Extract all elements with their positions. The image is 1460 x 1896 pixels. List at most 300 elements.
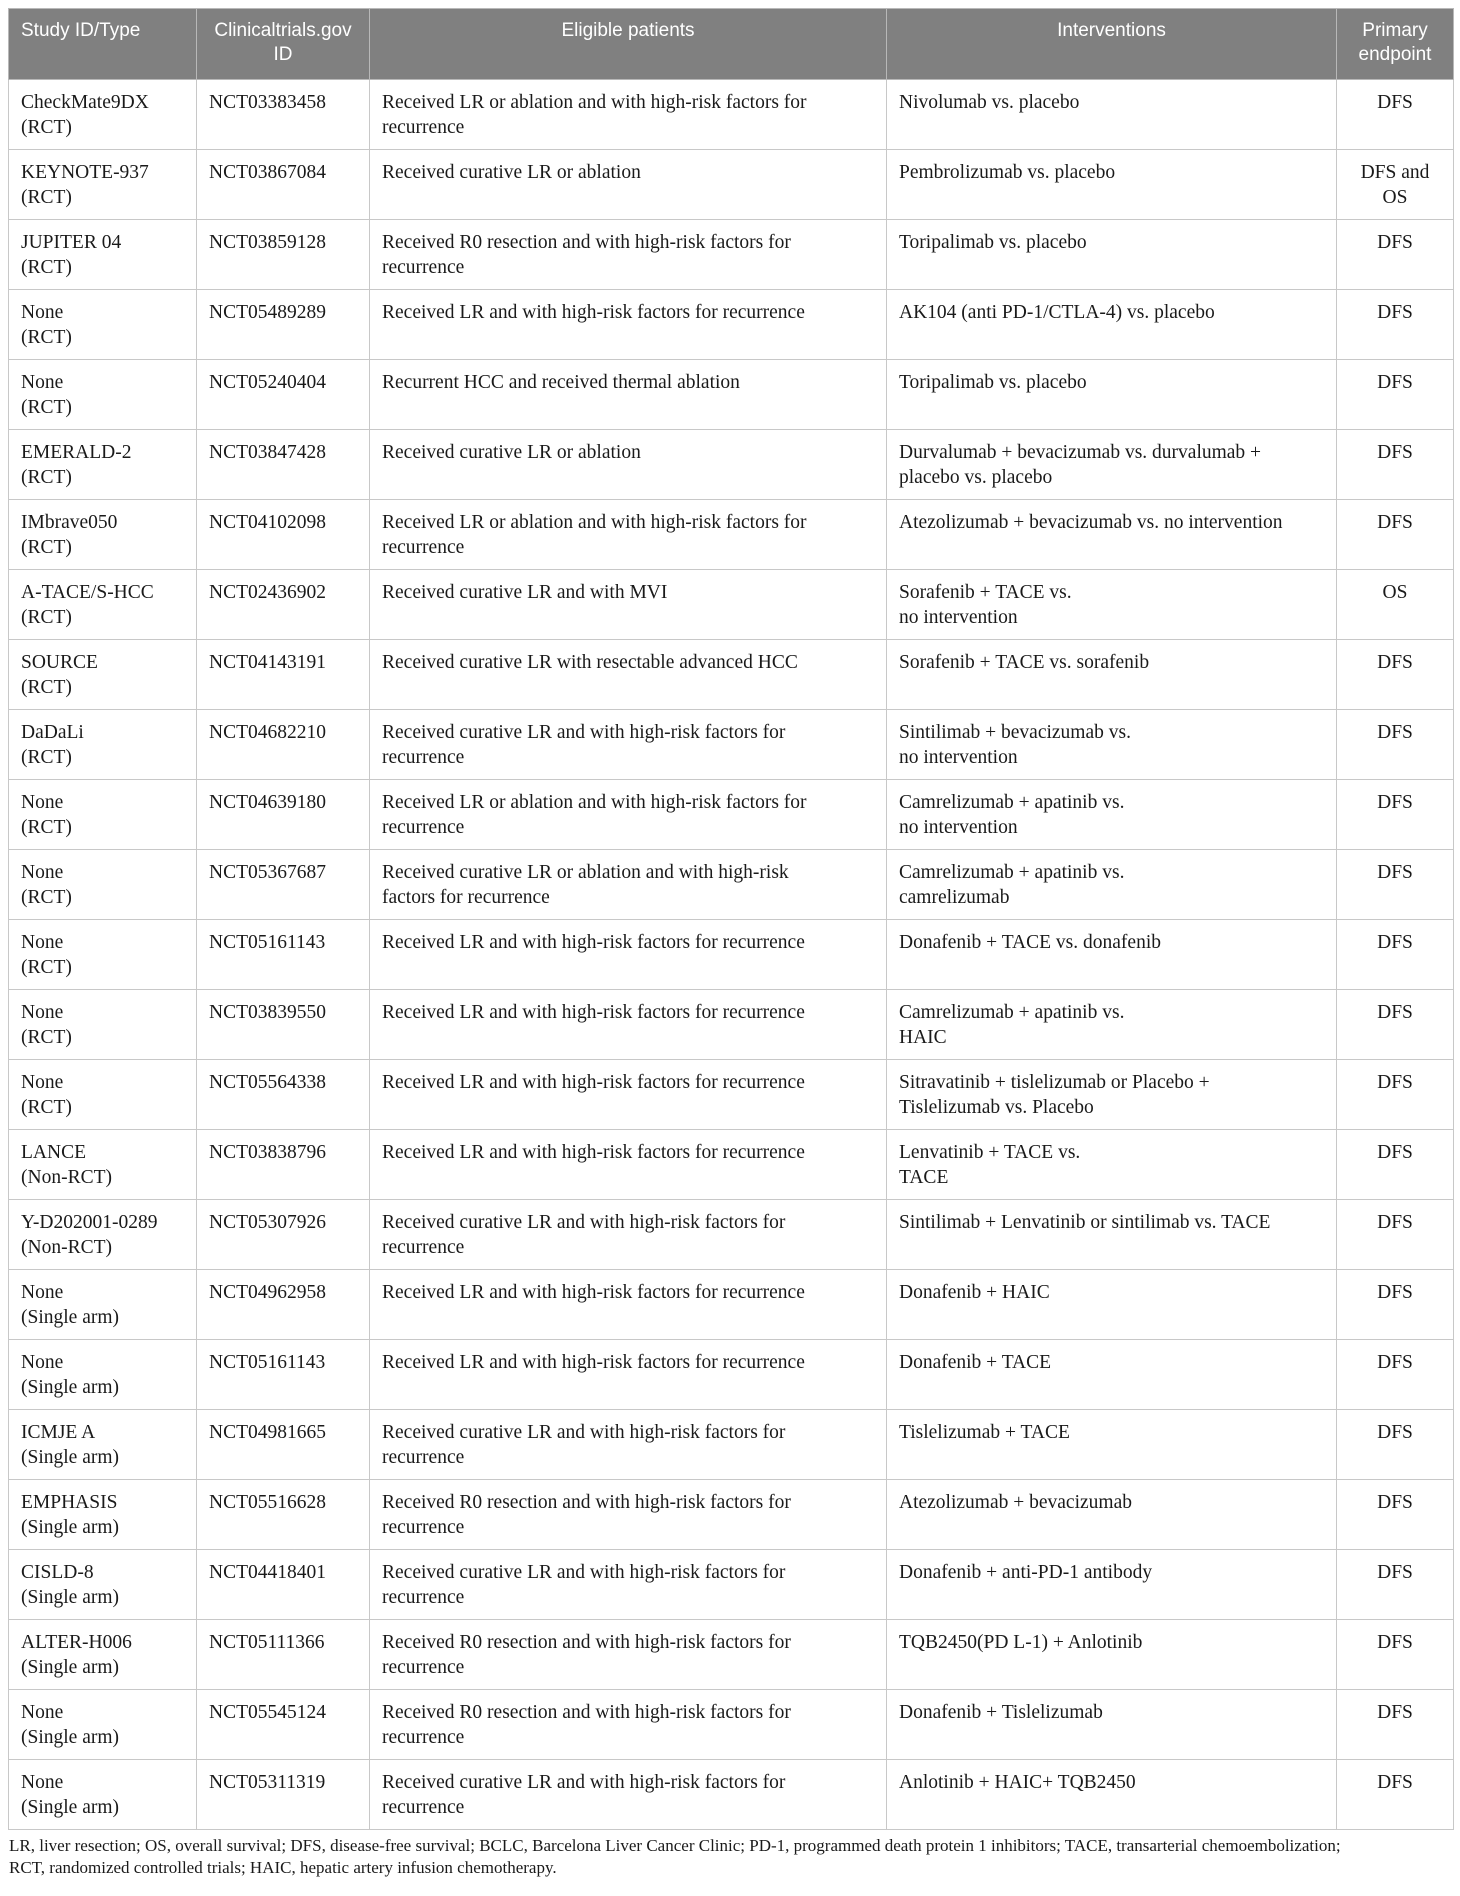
cell-eligible-patients-line: Received curative LR and with MVI <box>382 582 668 603</box>
cell-nct-id <box>197 1690 370 1760</box>
cell-primary-endpoint <box>1337 80 1454 150</box>
cell-primary-endpoint <box>1337 1340 1454 1410</box>
cell-interventions-line: no intervention <box>899 817 1018 838</box>
header-study-id-type <box>9 9 197 80</box>
cell-nct-id <box>197 710 370 780</box>
table-row <box>9 780 1454 850</box>
cell-interventions <box>887 640 1337 710</box>
cell-nct-id <box>197 990 370 1060</box>
cell-interventions-line: placebo vs. placebo <box>899 467 1053 488</box>
cell-primary-endpoint-line: DFS <box>1377 232 1413 253</box>
cell-primary-endpoint <box>1337 1130 1454 1200</box>
table-row <box>9 500 1454 570</box>
cell-eligible-patients-line: recurrence <box>382 1237 465 1258</box>
cell-primary-endpoint <box>1337 220 1454 290</box>
header-interventions-text: Interventions <box>1057 20 1166 41</box>
cell-interventions-line: TACE <box>899 1167 949 1188</box>
cell-study-id-type <box>9 220 197 290</box>
cell-study-id-type-line: None <box>21 862 64 883</box>
cell-primary-endpoint-line: DFS <box>1377 512 1413 533</box>
cell-nct-id-text: NCT05161143 <box>209 932 326 953</box>
cell-primary-endpoint-line: DFS <box>1377 1072 1413 1093</box>
cell-interventions-line: Donafenib + TACE <box>899 1352 1052 1373</box>
cell-interventions-line: Tislelizumab + TACE <box>899 1422 1070 1443</box>
cell-nct-id-text: NCT03867084 <box>209 162 326 183</box>
cell-primary-endpoint <box>1337 1550 1454 1620</box>
cell-study-id-type <box>9 500 197 570</box>
cell-study-id-type <box>9 1200 197 1270</box>
cell-interventions-line: Nivolumab vs. placebo <box>899 92 1080 113</box>
cell-primary-endpoint-line: DFS <box>1377 1772 1413 1793</box>
cell-study-id-type-line: (RCT) <box>21 1097 72 1118</box>
cell-interventions <box>887 780 1337 850</box>
cell-eligible-patients <box>370 1550 887 1620</box>
cell-nct-id <box>197 570 370 640</box>
table-row <box>9 1760 1454 1830</box>
cell-interventions <box>887 1760 1337 1830</box>
cell-study-id-type <box>9 570 197 640</box>
cell-eligible-patients <box>370 1130 887 1200</box>
cell-eligible-patients-line: Received curative LR or ablation and with high-risk <box>382 862 789 883</box>
cell-primary-endpoint <box>1337 1060 1454 1130</box>
cell-study-id-type <box>9 80 197 150</box>
cell-nct-id <box>197 220 370 290</box>
cell-nct-id <box>197 1480 370 1550</box>
cell-study-id-type <box>9 1620 197 1690</box>
table-row <box>9 360 1454 430</box>
cell-eligible-patients <box>370 80 887 150</box>
cell-study-id-type-line: A-TACE/S-HCC <box>21 582 154 603</box>
cell-nct-id-text: NCT05161143 <box>209 1352 326 1373</box>
cell-interventions <box>887 1550 1337 1620</box>
cell-primary-endpoint-line: DFS <box>1377 1142 1413 1163</box>
cell-nct-id <box>197 360 370 430</box>
cell-nct-id <box>197 1620 370 1690</box>
table-row <box>9 1270 1454 1340</box>
cell-interventions-line: Donafenib + HAIC <box>899 1282 1050 1303</box>
table-row <box>9 1480 1454 1550</box>
cell-interventions-line: Sintilimab + Lenvatinib or sintilimab vs. TACE <box>899 1212 1271 1233</box>
cell-primary-endpoint-line: OS <box>1382 187 1408 208</box>
cell-interventions-line: no intervention <box>899 747 1018 768</box>
cell-eligible-patients-line: Received curative LR with resectable advanced HCC <box>382 652 798 673</box>
cell-nct-id <box>197 430 370 500</box>
cell-study-id-type-line: (RCT) <box>21 817 72 838</box>
table-row <box>9 1410 1454 1480</box>
cell-nct-id-text: NCT03383458 <box>209 92 326 113</box>
cell-study-id-type-line: SOURCE <box>21 652 98 673</box>
cell-study-id-type <box>9 1690 197 1760</box>
cell-nct-id-text: NCT04981665 <box>209 1422 326 1443</box>
header-eligible-patients <box>370 9 887 80</box>
cell-primary-endpoint-line: DFS <box>1377 1422 1413 1443</box>
cell-nct-id <box>197 500 370 570</box>
table-row <box>9 710 1454 780</box>
cell-study-id-type-line: None <box>21 302 64 323</box>
cell-interventions <box>887 80 1337 150</box>
cell-interventions <box>887 570 1337 640</box>
cell-interventions <box>887 850 1337 920</box>
cell-eligible-patients <box>370 850 887 920</box>
cell-eligible-patients-line: Received R0 resection and with high-risk factors for <box>382 1492 791 1513</box>
cell-nct-id-text: NCT05516628 <box>209 1492 326 1513</box>
cell-eligible-patients-line: Received curative LR and with high-risk factors for <box>382 1562 786 1583</box>
cell-eligible-patients <box>370 1340 887 1410</box>
cell-primary-endpoint-line: DFS <box>1377 1002 1413 1023</box>
cell-primary-endpoint-line: DFS <box>1377 932 1413 953</box>
cell-eligible-patients-line: Received curative LR and with high-risk factors for <box>382 1422 786 1443</box>
cell-eligible-patients <box>370 1620 887 1690</box>
table-row <box>9 990 1454 1060</box>
cell-primary-endpoint-line: DFS <box>1377 862 1413 883</box>
cell-primary-endpoint-line: DFS <box>1377 92 1413 113</box>
header-nct-line-2: ID <box>273 44 293 65</box>
cell-eligible-patients <box>370 1060 887 1130</box>
cell-interventions-line: Camrelizumab + apatinib vs. <box>899 792 1125 813</box>
cell-interventions-line: camrelizumab <box>899 887 1010 908</box>
table-row <box>9 570 1454 640</box>
cell-study-id-type-line: (RCT) <box>21 607 72 628</box>
header-endpoint-line-1: Primary <box>1362 20 1428 41</box>
cell-eligible-patients <box>370 1410 887 1480</box>
cell-study-id-type-line: CISLD-8 <box>21 1562 94 1583</box>
cell-nct-id-text: NCT05489289 <box>209 302 326 323</box>
cell-nct-id <box>197 1340 370 1410</box>
cell-nct-id <box>197 1410 370 1480</box>
cell-primary-endpoint-line: DFS <box>1377 1212 1413 1233</box>
cell-study-id-type <box>9 850 197 920</box>
cell-study-id-type <box>9 1480 197 1550</box>
cell-study-id-type-line: (Single arm) <box>21 1377 120 1398</box>
header-study-text: Study ID/Type <box>21 20 141 41</box>
cell-eligible-patients-line: Received curative LR and with high-risk factors for <box>382 1772 786 1793</box>
cell-study-id-type-line: None <box>21 1072 64 1093</box>
cell-primary-endpoint <box>1337 1480 1454 1550</box>
table-container <box>8 8 1453 1879</box>
cell-interventions-line: Donafenib + Tislelizumab <box>899 1702 1103 1723</box>
cell-eligible-patients <box>370 500 887 570</box>
cell-nct-id-text: NCT03839550 <box>209 1002 326 1023</box>
cell-primary-endpoint-line: DFS <box>1377 1492 1413 1513</box>
cell-interventions <box>887 1410 1337 1480</box>
cell-interventions-line: AK104 (anti PD-1/CTLA-4) vs. placebo <box>899 302 1215 323</box>
cell-primary-endpoint-line: DFS <box>1377 652 1413 673</box>
cell-study-id-type <box>9 430 197 500</box>
table-row <box>9 1200 1454 1270</box>
cell-primary-endpoint-line: DFS <box>1377 792 1413 813</box>
cell-nct-id-text: NCT03859128 <box>209 232 326 253</box>
cell-nct-id-text: NCT04682210 <box>209 722 326 743</box>
cell-nct-id-text: NCT02436902 <box>209 582 326 603</box>
table-row <box>9 290 1454 360</box>
cell-primary-endpoint <box>1337 1200 1454 1270</box>
cell-eligible-patients-line: Received LR and with high-risk factors for recurrence <box>382 1072 805 1093</box>
cell-primary-endpoint <box>1337 1620 1454 1690</box>
cell-study-id-type-line: EMPHASIS <box>21 1492 118 1513</box>
cell-study-id-type-line: (RCT) <box>21 747 72 768</box>
cell-study-id-type-line: (Single arm) <box>21 1307 120 1328</box>
cell-interventions-line: TQB2450(PD L-1) + Anlotinib <box>899 1632 1143 1653</box>
header-patients-text: Eligible patients <box>561 20 695 41</box>
footnote-line-2: RCT, randomized controlled trials; HAIC, hepatic artery infusion chemotherapy. <box>9 1858 557 1877</box>
cell-eligible-patients-line: recurrence <box>382 1727 465 1748</box>
cell-primary-endpoint <box>1337 150 1454 220</box>
cell-primary-endpoint-line: DFS and <box>1360 162 1430 183</box>
cell-study-id-type-line: (Single arm) <box>21 1517 120 1538</box>
cell-primary-endpoint <box>1337 990 1454 1060</box>
cell-interventions <box>887 430 1337 500</box>
cell-primary-endpoint <box>1337 1760 1454 1830</box>
table-row <box>9 850 1454 920</box>
cell-eligible-patients-line: recurrence <box>382 1797 465 1818</box>
cell-primary-endpoint <box>1337 640 1454 710</box>
cell-primary-endpoint-line: DFS <box>1377 1632 1413 1653</box>
cell-primary-endpoint <box>1337 1270 1454 1340</box>
cell-nct-id-text: NCT05545124 <box>209 1702 326 1723</box>
table-body <box>9 80 1454 1830</box>
cell-primary-endpoint <box>1337 570 1454 640</box>
cell-nct-id <box>197 780 370 850</box>
cell-eligible-patients <box>370 1690 887 1760</box>
cell-eligible-patients-line: recurrence <box>382 537 465 558</box>
header-endpoint-line-2: endpoint <box>1358 44 1432 65</box>
header-row <box>9 9 1454 80</box>
cell-study-id-type-line: None <box>21 372 64 393</box>
cell-eligible-patients-line: Received LR and with high-risk factors for recurrence <box>382 302 805 323</box>
cell-nct-id <box>197 80 370 150</box>
cell-study-id-type-line: (RCT) <box>21 467 72 488</box>
cell-study-id-type-line: (RCT) <box>21 677 72 698</box>
header-primary-endpoint <box>1337 9 1454 80</box>
cell-nct-id-text: NCT03847428 <box>209 442 326 463</box>
trials-table <box>8 8 1454 1830</box>
cell-eligible-patients <box>370 990 887 1060</box>
cell-eligible-patients-line: recurrence <box>382 117 465 138</box>
cell-interventions-line: Tislelizumab vs. Placebo <box>899 1097 1094 1118</box>
cell-study-id-type-line: (Single arm) <box>21 1447 120 1468</box>
cell-nct-id-text: NCT05111366 <box>209 1632 325 1653</box>
table-row <box>9 430 1454 500</box>
cell-eligible-patients-line: Received curative LR and with high-risk factors for <box>382 722 786 743</box>
cell-eligible-patients <box>370 1480 887 1550</box>
cell-eligible-patients-line: Received R0 resection and with high-risk factors for <box>382 1702 791 1723</box>
footnote-line-1: LR, liver resection; OS, overall survival; DFS, disease-free survival; BCLC, Barcelona Liver Cancer Clinic; PD-1, programmed death protein 1 inhibitors; TACE, transarterial chemoembolization; <box>9 1836 1341 1855</box>
cell-eligible-patients-line: Received LR and with high-risk factors for recurrence <box>382 1002 805 1023</box>
cell-study-id-type-line: (RCT) <box>21 257 72 278</box>
cell-eligible-patients-line: Received LR or ablation and with high-risk factors for <box>382 512 807 533</box>
table-row <box>9 640 1454 710</box>
cell-nct-id <box>197 290 370 360</box>
cell-study-id-type <box>9 1270 197 1340</box>
cell-primary-endpoint <box>1337 710 1454 780</box>
cell-eligible-patients-line: recurrence <box>382 747 465 768</box>
cell-study-id-type-line: None <box>21 792 64 813</box>
cell-nct-id <box>197 1270 370 1340</box>
cell-study-id-type-line: CheckMate9DX <box>21 92 149 113</box>
cell-eligible-patients-line: Received LR and with high-risk factors for recurrence <box>382 1352 805 1373</box>
cell-nct-id-text: NCT04102098 <box>209 512 326 533</box>
cell-eligible-patients-line: Received LR or ablation and with high-risk factors for <box>382 792 807 813</box>
cell-nct-id-text: NCT04418401 <box>209 1562 326 1583</box>
cell-primary-endpoint <box>1337 1410 1454 1480</box>
cell-interventions-line: Atezolizumab + bevacizumab vs. no intervention <box>899 512 1283 533</box>
cell-study-id-type <box>9 710 197 780</box>
cell-interventions-line: HAIC <box>899 1027 947 1048</box>
cell-nct-id-text: NCT05564338 <box>209 1072 326 1093</box>
cell-eligible-patients <box>370 780 887 850</box>
cell-study-id-type-line: LANCE <box>21 1142 86 1163</box>
table-row <box>9 80 1454 150</box>
cell-study-id-type-line: None <box>21 932 64 953</box>
cell-eligible-patients-line: Received curative LR or ablation <box>382 442 641 463</box>
cell-study-id-type-line: EMERALD-2 <box>21 442 132 463</box>
cell-eligible-patients-line: recurrence <box>382 1447 465 1468</box>
cell-study-id-type <box>9 1340 197 1410</box>
cell-nct-id <box>197 920 370 990</box>
cell-interventions <box>887 150 1337 220</box>
cell-study-id-type <box>9 1410 197 1480</box>
cell-interventions-line: Donafenib + TACE vs. donafenib <box>899 932 1161 953</box>
cell-nct-id <box>197 150 370 220</box>
cell-study-id-type <box>9 640 197 710</box>
cell-interventions <box>887 220 1337 290</box>
cell-primary-endpoint-line: DFS <box>1377 722 1413 743</box>
cell-study-id-type-line: (Single arm) <box>21 1587 120 1608</box>
cell-study-id-type-line: ALTER-H006 <box>21 1632 132 1653</box>
cell-study-id-type-line: JUPITER 04 <box>21 232 122 253</box>
cell-nct-id-text: NCT05367687 <box>209 862 326 883</box>
cell-eligible-patients <box>370 1200 887 1270</box>
cell-study-id-type-line: None <box>21 1352 64 1373</box>
cell-eligible-patients-line: Received curative LR or ablation <box>382 162 641 183</box>
cell-interventions-line: Camrelizumab + apatinib vs. <box>899 862 1125 883</box>
cell-study-id-type <box>9 920 197 990</box>
cell-study-id-type <box>9 1550 197 1620</box>
cell-interventions <box>887 1690 1337 1760</box>
cell-eligible-patients-line: Received curative LR and with high-risk factors for <box>382 1212 786 1233</box>
cell-interventions <box>887 920 1337 990</box>
table-row <box>9 1130 1454 1200</box>
cell-nct-id <box>197 640 370 710</box>
cell-interventions-line: Sorafenib + TACE vs. <box>899 582 1072 603</box>
cell-primary-endpoint-line: DFS <box>1377 372 1413 393</box>
cell-primary-endpoint <box>1337 500 1454 570</box>
cell-interventions <box>887 1340 1337 1410</box>
cell-study-id-type <box>9 780 197 850</box>
cell-study-id-type-line: (Single arm) <box>21 1797 120 1818</box>
cell-eligible-patients <box>370 570 887 640</box>
table-row <box>9 1340 1454 1410</box>
cell-eligible-patients <box>370 1760 887 1830</box>
cell-primary-endpoint <box>1337 290 1454 360</box>
cell-primary-endpoint-line: DFS <box>1377 1702 1413 1723</box>
cell-eligible-patients-line: recurrence <box>382 1517 465 1538</box>
cell-interventions-line: Lenvatinib + TACE vs. <box>899 1142 1081 1163</box>
cell-study-id-type-line: (Non-RCT) <box>21 1237 112 1258</box>
table-row <box>9 920 1454 990</box>
cell-interventions-line: Durvalumab + bevacizumab vs. durvalumab + <box>899 442 1262 463</box>
cell-interventions <box>887 990 1337 1060</box>
cell-eligible-patients <box>370 710 887 780</box>
cell-eligible-patients-line: recurrence <box>382 257 465 278</box>
cell-eligible-patients <box>370 220 887 290</box>
cell-study-id-type-line: (RCT) <box>21 327 72 348</box>
cell-interventions <box>887 1270 1337 1340</box>
cell-interventions <box>887 1480 1337 1550</box>
cell-eligible-patients <box>370 290 887 360</box>
cell-primary-endpoint-line: DFS <box>1377 1562 1413 1583</box>
cell-eligible-patients-line: factors for recurrence <box>382 887 550 908</box>
table-row <box>9 1060 1454 1130</box>
header-nct-line-1: Clinicaltrials.gov <box>214 20 352 41</box>
cell-nct-id-text: NCT05307926 <box>209 1212 326 1233</box>
cell-interventions-line: Toripalimab vs. placebo <box>899 232 1087 253</box>
cell-primary-endpoint <box>1337 1690 1454 1760</box>
cell-eligible-patients <box>370 150 887 220</box>
cell-eligible-patients <box>370 430 887 500</box>
cell-study-id-type-line: ICMJE A <box>21 1422 96 1443</box>
cell-study-id-type <box>9 1130 197 1200</box>
cell-eligible-patients-line: Recurrent HCC and received thermal ablation <box>382 372 740 393</box>
cell-eligible-patients-line: recurrence <box>382 1657 465 1678</box>
cell-interventions-line: Anlotinib + HAIC+ TQB2450 <box>899 1772 1136 1793</box>
cell-study-id-type-line: Y-D202001-0289 <box>21 1212 158 1233</box>
cell-study-id-type-line: DaDaLi <box>21 722 84 743</box>
cell-study-id-type <box>9 1060 197 1130</box>
cell-eligible-patients-line: Received R0 resection and with high-risk factors for <box>382 1632 791 1653</box>
cell-eligible-patients <box>370 360 887 430</box>
table-row <box>9 1550 1454 1620</box>
cell-nct-id-text: NCT04143191 <box>209 652 326 673</box>
table-row <box>9 1620 1454 1690</box>
cell-study-id-type <box>9 290 197 360</box>
cell-interventions-line: Sitravatinib + tislelizumab or Placebo + <box>899 1072 1210 1093</box>
cell-primary-endpoint-line: DFS <box>1377 302 1413 323</box>
cell-eligible-patients-line: Received LR and with high-risk factors for recurrence <box>382 1142 805 1163</box>
cell-interventions-line: Pembrolizumab vs. placebo <box>899 162 1116 183</box>
cell-study-id-type-line: None <box>21 1282 64 1303</box>
table-row <box>9 1690 1454 1760</box>
cell-study-id-type <box>9 360 197 430</box>
header-clinicaltrials-id <box>197 9 370 80</box>
cell-eligible-patients-line: Received R0 resection and with high-risk factors for <box>382 232 791 253</box>
cell-interventions <box>887 1620 1337 1690</box>
cell-eligible-patients <box>370 640 887 710</box>
cell-study-id-type-line: None <box>21 1772 64 1793</box>
cell-primary-endpoint <box>1337 430 1454 500</box>
cell-interventions-line: Sorafenib + TACE vs. sorafenib <box>899 652 1150 673</box>
cell-primary-endpoint <box>1337 780 1454 850</box>
cell-eligible-patients-line: Received LR and with high-risk factors for recurrence <box>382 932 805 953</box>
table-header <box>9 9 1454 80</box>
cell-nct-id <box>197 1130 370 1200</box>
cell-study-id-type-line: (RCT) <box>21 537 72 558</box>
cell-primary-endpoint-line: DFS <box>1377 1352 1413 1373</box>
cell-study-id-type-line: None <box>21 1002 64 1023</box>
cell-nct-id <box>197 1760 370 1830</box>
cell-interventions-line: Atezolizumab + bevacizumab <box>899 1492 1132 1513</box>
cell-nct-id <box>197 850 370 920</box>
cell-nct-id-text: NCT04962958 <box>209 1282 326 1303</box>
header-interventions <box>887 9 1337 80</box>
cell-eligible-patients-line: recurrence <box>382 1587 465 1608</box>
cell-nct-id-text: NCT05311319 <box>209 1772 326 1793</box>
cell-interventions-line: Camrelizumab + apatinib vs. <box>899 1002 1125 1023</box>
cell-study-id-type-line: (RCT) <box>21 957 72 978</box>
cell-study-id-type-line: (Single arm) <box>21 1657 120 1678</box>
cell-study-id-type-line: (RCT) <box>21 187 72 208</box>
cell-interventions <box>887 1200 1337 1270</box>
